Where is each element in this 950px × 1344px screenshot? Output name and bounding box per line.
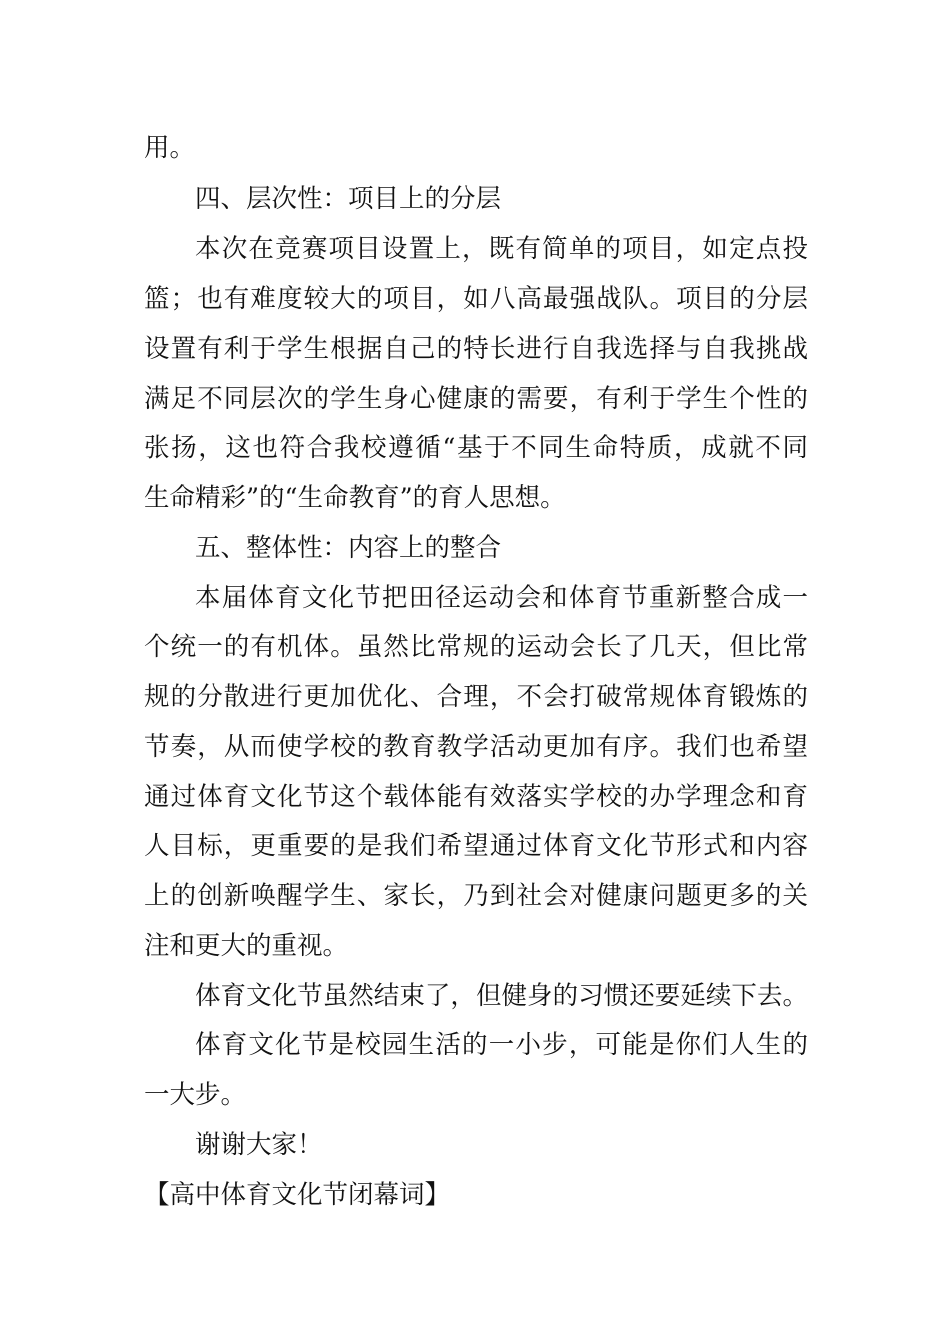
text-line: 本届体育文化节把田径运动会和体育节重新整合成一	[195, 583, 808, 613]
text-line: 生命精彩”的“生命教育”的育人思想。	[144, 483, 566, 513]
text-line: 体育文化节是校园生活的一小步，可能是你们人生的	[195, 1030, 808, 1060]
text-line: 规的分散进行更加优化、合理，不会打破常规体育锻炼的	[144, 682, 808, 712]
section-heading: 四、层次性：项目上的分层	[195, 184, 502, 214]
text-line: 本次在竞赛项目设置上，既有简单的项目，如定点投	[195, 234, 808, 264]
text-line: 满足不同层次的学生身心健康的需要，有利于学生个性的	[144, 384, 808, 414]
text-line: 篮；也有难度较大的项目，如八高最强战队。项目的分层	[144, 284, 808, 314]
section-heading: 五、整体性：内容上的整合	[195, 533, 502, 563]
text-line: 张扬，这也符合我校遵循“基于不同生命特质，成就不同	[144, 433, 808, 463]
text-line: 节奏，从而使学校的教育教学活动更加有序。我们也希望	[144, 732, 808, 762]
text-line: 用。	[144, 133, 196, 163]
text-line: 体育文化节虽然结束了，但健身的习惯还要延续下去。	[195, 981, 808, 1011]
document-title: 【高中体育文化节闭幕词】	[144, 1180, 451, 1210]
text-line: 一大步。	[144, 1080, 247, 1110]
text-line: 注和更大的重视。	[144, 931, 349, 961]
text-line: 通过体育文化节这个载体能有效落实学校的办学理念和育	[144, 782, 808, 812]
text-line: 个统一的有机体。虽然比常规的运动会长了几天，但比常	[144, 632, 808, 662]
text-line: 人目标，更重要的是我们希望通过体育文化节形式和内容	[144, 831, 808, 861]
text-line: 谢谢大家！	[195, 1130, 323, 1160]
text-line: 上的创新唤醒学生、家长，乃到社会对健康问题更多的关	[144, 881, 808, 911]
text-line: 设置有利于学生根据自己的特长进行自我选择与自我挑战	[144, 334, 808, 364]
